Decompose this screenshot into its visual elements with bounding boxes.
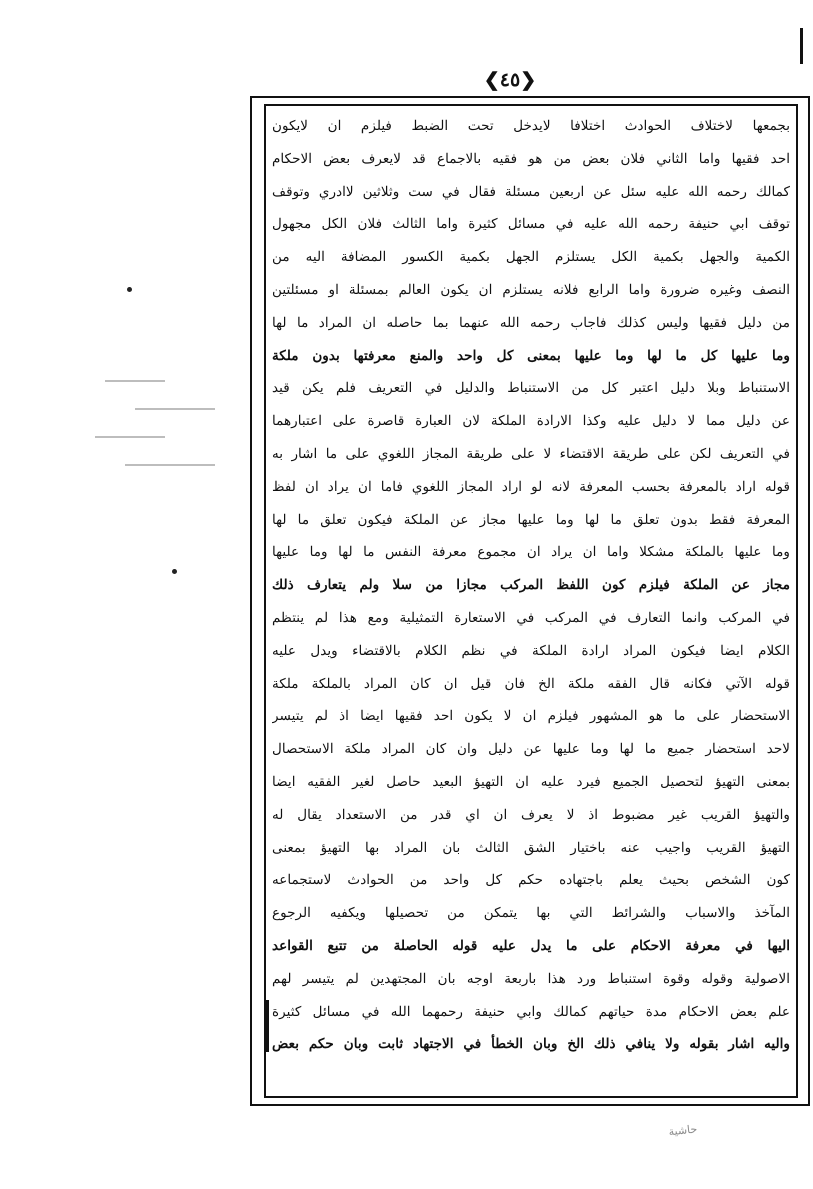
text-line: والتهيؤ القريب غير مضبوط اذ لا يعرف ان اي قدر من الاستعداد يقال له (272, 806, 790, 823)
text-line: احد فقيها واما الثاني فلان بعض من هو فقيه بالاجماع قد لايعرف بعض الاحكام (272, 150, 790, 167)
page-number-ornament-left: ❮ (483, 69, 500, 91)
bottom-left-frame-mark (266, 1000, 269, 1052)
text-line: واليه اشار بقوله ولا ينافي ذلك الخ وبان الخطأ في الاجتهاد ثابت وبان حكم بعض (272, 1036, 790, 1053)
bleed-stroke (125, 464, 215, 466)
ink-dot (172, 569, 177, 574)
text-line: المعرفة فقط بدون تعلق ما لها وما عليها مجاز عن الملكة فيكون تعلق ما لها (272, 511, 790, 528)
text-line: بمعنى التهيؤ لتحصيل الجميع فيرد عليه ان التهيؤ البعيد حاصل لغير الفقيه ايضا (272, 773, 790, 790)
text-line: قوله الآتي فكانه قال الفقه ملكة الخ فان قيل ان كان المراد بالملكة ملكة (272, 675, 790, 692)
bleed-stroke (95, 436, 165, 438)
manuscript-text-block (272, 110, 790, 1094)
text-line: النصف وغيره ضرورة واما الرابع فلانه يستلزم ان يكون العالم بمسئلة او مسئلتين (272, 281, 790, 298)
page-number-ornament-right: ❯ (520, 69, 537, 91)
text-line: علم بعض الاحكام مدة حياتهم كمالك وابي حنيفة رحمهما الله في مسائل كثيرة (272, 1003, 790, 1020)
text-line: في المركب وانما التعارف في المركب في الاستعارة التمثيلية ومع هذا لم ينتظم (272, 609, 790, 626)
text-line: الاستنباط وبلا دليل اعتبر كل من الاستنباط والدليل في التعريف فلم يكن قيد (272, 380, 790, 397)
text-line: المآخذ والاسباب والشرائط التي بها يتمكن من تحصيلها ويكفيه الرجوع (272, 905, 790, 922)
page-number (470, 66, 550, 94)
text-line: وما عليها كل ما لها وما عليها بمعنى كل واحد والمنع معرفتها بدون ملكة (272, 347, 790, 364)
text-line: الكلام ايضا فيكون المراد ارادة الملكة في نظم الكلام بالاقتضاء ويدل عليه (272, 642, 790, 659)
text-line: قوله اراد بالمعرفة بحسب المعرفة لانه لو اراد المجاز اللغوي فاما ان يراد ان لفظ (272, 478, 790, 495)
text-line: لاحد استحضار جميع ما لها وما عليها عن دليل وان كان المراد ملكة الاستحصال (272, 741, 790, 758)
text-line: في التعريف لكن على طريقة الاقتضاء لا على طريقة المجاز اللغوي على ما اشار به (272, 445, 790, 462)
top-right-margin-mark (800, 28, 803, 64)
margin-scrawl: حاشية (668, 1122, 698, 1139)
bleed-stroke (105, 380, 165, 382)
text-line: عن دليل مما لا دليل عليه وكذا الارادة الملكة لان العبارة قاصرة على اعتبارهما (272, 413, 790, 430)
bleed-through-marks (95, 378, 225, 488)
text-line: كمالك رحمه الله عليه سئل عن اربعين مسئلة فقال في ست وثلاثين لاادري وتوقف (272, 183, 790, 200)
page-number-value: ٤٥ (499, 69, 521, 91)
text-line: بجمعها لاختلاف الحوادث اختلافا لايدخل تحت الضبط فيلزم ان لايكون (272, 118, 790, 134)
text-line: وما عليها بالملكة مشكلا واما ان يراد ان مجموع معرفة النفس ما لها وما عليها (272, 544, 790, 561)
text-line: الاستحضار على ما هو المشهور فيلزم ان لا يكون احد فقيها ايضا اذ لم يتيسر (272, 708, 790, 725)
text-line: الكمية والجهل بكمية الكل يستلزم الجهل بكمية الكسور المضافة اليه من (272, 249, 790, 266)
manuscript-frame-inner (264, 104, 798, 1098)
text-line: التهيؤ القريب واجيب عنه باختيار الشق الثالث بان المراد بها التهيؤ بمعنى (272, 839, 790, 856)
text-line: توقف ابي حنيفة رحمه الله عليه في مسائل كثيرة واما الثالث فلان الكل مجهول (272, 216, 790, 233)
text-line: كون الشخص بحيث يعلم باجتهاده حكم كل واحد من الحوادث لاستجماعه (272, 872, 790, 889)
text-line: من دليل فقيها وليس كذلك فاجاب رحمه الله عنهما بما حاصله ان المراد ما لها (272, 314, 790, 331)
ink-dot (127, 287, 132, 292)
text-line: الاصولية وقوله وقوة استنباط ورد هذا باربعة اوجه بان المجتهدين لم يتيسر لهم (272, 970, 790, 987)
text-line: مجاز عن الملكة فيلزم كون اللفظ المركب مجازا من سلا ولم يتعارف ذلك (272, 577, 790, 594)
bleed-stroke (135, 408, 215, 410)
text-line: اليها في معرفة الاحكام على ما يدل عليه قوله الحاصلة من تتبع القواعد (272, 937, 790, 954)
